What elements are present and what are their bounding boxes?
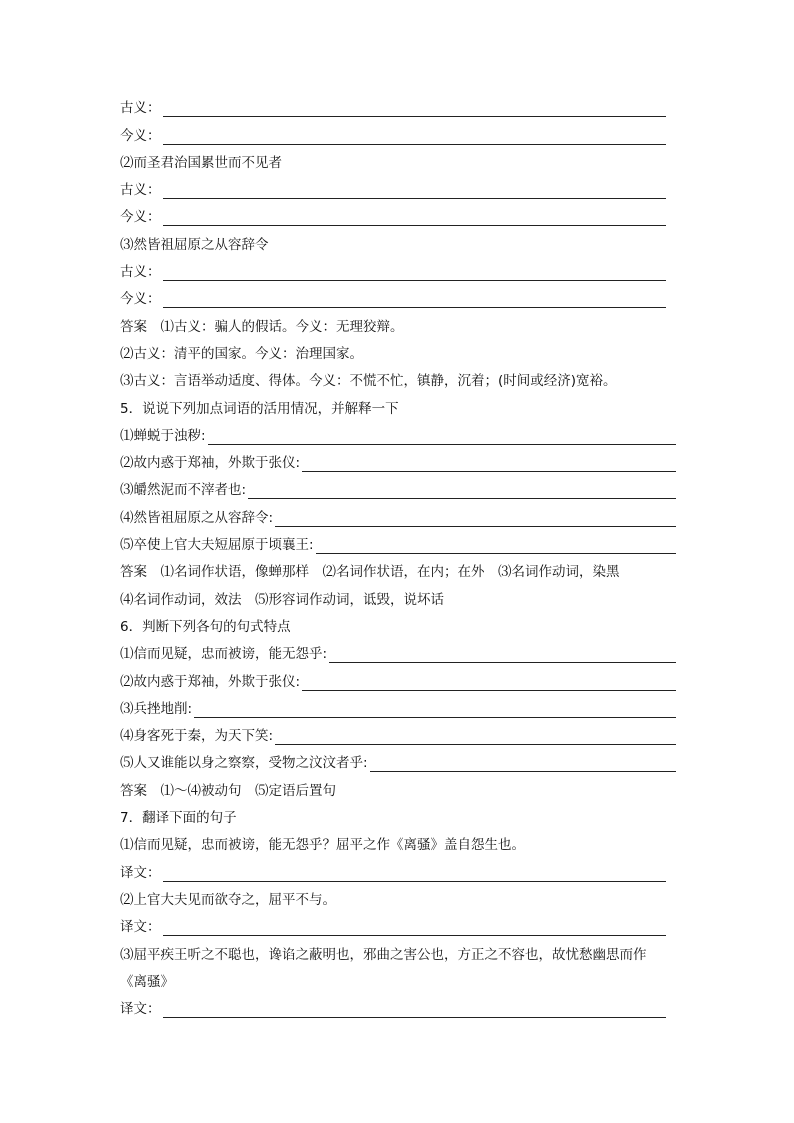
item-text: ⑴信而见疑，忠而被谤，能无怨乎: (120, 646, 328, 663)
answer-text: 答案 ⑴～⑷被动句 ⑸定语后置句 (120, 782, 336, 799)
sentence-text: 《离骚》 (120, 973, 174, 990)
translation-label: 译文： (120, 919, 161, 936)
modern-label: 今义： (120, 209, 161, 226)
ancient-label: 古义： (120, 264, 161, 281)
answer-blank[interactable] (370, 757, 676, 772)
q7-translation-3 (120, 993, 676, 1020)
answer-blank[interactable] (275, 730, 676, 745)
q7-sentence-3-line-2 (120, 966, 676, 993)
q6-title (120, 611, 676, 638)
q5-answer-1 (120, 556, 676, 583)
answer-blank[interactable] (302, 457, 676, 472)
q7-sentence-3-line-1 (120, 938, 676, 965)
item-text: ⑴蝉蜕于浊秽: (120, 427, 206, 444)
q6-item-3 (120, 693, 676, 720)
q7-sentence-2 (120, 884, 676, 911)
q5-item-2 (120, 447, 676, 474)
q5-item-3 (120, 474, 676, 501)
item-text: ⑵故内惑于郑袖，外欺于张仪: (120, 455, 301, 472)
sentence-text: ⑶然皆祖屈原之从容辞令 (120, 236, 269, 253)
q7-translation-2 (120, 911, 676, 938)
p1-ancient-row (120, 92, 676, 119)
answer-blank[interactable] (163, 1003, 667, 1018)
modern-label: 今义： (120, 291, 161, 308)
item-text: ⑶兵挫地削: (120, 700, 193, 717)
item-text: ⑷然皆祖屈原之从容辞令: (120, 509, 274, 526)
sentence-text: ⑶屈平疾王听之不聪也，谗谄之蔽明也，邪曲之害公也，方正之不容也，故忧愁幽思而作 (120, 946, 647, 963)
worksheet-page (120, 92, 676, 1020)
q5-item-1 (120, 420, 676, 447)
answer-blank[interactable] (316, 539, 676, 554)
answer-blank[interactable] (163, 921, 667, 936)
answer-blank[interactable] (194, 703, 676, 718)
sentence-text: ⑴信而见疑，忠而被谤，能无怨乎？屈平之作《离骚》盖自怨生也。 (120, 837, 525, 854)
q6-item-5 (120, 747, 676, 774)
q6-answer (120, 774, 676, 801)
q4-answer-2 (120, 338, 676, 365)
q4-answer-3 (120, 365, 676, 392)
q5-answer-2 (120, 583, 676, 610)
item-text: ⑶皭然泥而不滓者也: (120, 482, 247, 499)
q7-sentence-1 (120, 829, 676, 856)
answer-text: 答案 ⑴名词作状语，像蝉那样 ⑵名词作状语，在内；在外 ⑶名词作动词，染黑 (120, 564, 620, 581)
p3-modern-row (120, 283, 676, 310)
q6-item-4 (120, 720, 676, 747)
item-text: ⑸卒使上官大夫短屈原于顷襄王: (120, 537, 314, 554)
q4-answer-1 (120, 310, 676, 337)
item-text: ⑷身客死于秦，为天下笑: (120, 728, 274, 745)
answer-text: 答案 ⑴古义：骗人的假话。今义：无理狡辩。 (120, 318, 404, 335)
answer-text: ⑶古义：言语举动适度、得体。今义：不慌不忙，镇静，沉着；(时间或经济)宽裕。 (120, 373, 617, 390)
q7-title (120, 802, 676, 829)
p2-ancient-row (120, 174, 676, 201)
question-title: 5．说说下列加点词语的活用情况，并解释一下 (120, 400, 399, 417)
modern-label: 今义： (120, 127, 161, 144)
p3-ancient-row (120, 256, 676, 283)
answer-blank[interactable] (163, 293, 667, 308)
p3-sentence (120, 228, 676, 255)
q5-title (120, 392, 676, 419)
question-title: 6．判断下列各句的句式特点 (120, 618, 291, 635)
answer-blank[interactable] (163, 102, 667, 117)
answer-blank[interactable] (208, 430, 676, 445)
answer-blank[interactable] (163, 266, 667, 281)
item-text: ⑸人又谁能以身之察察，受物之汶汶者乎: (120, 755, 368, 772)
item-text: ⑵故内惑于郑袖，外欺于张仪: (120, 673, 301, 690)
answer-blank[interactable] (302, 676, 676, 691)
q5-item-5 (120, 529, 676, 556)
answer-text: ⑷名词作动词，效法 ⑸形容词作动词，诋毁，说坏话 (120, 591, 444, 608)
answer-blank[interactable] (163, 184, 667, 199)
sentence-text: ⑵而圣君治国累世而不见者 (120, 154, 282, 171)
q5-item-4 (120, 501, 676, 528)
p2-sentence (120, 147, 676, 174)
q6-item-1 (120, 638, 676, 665)
sentence-text: ⑵上官大夫见而欲夺之，屈平不与。 (120, 891, 336, 908)
p2-modern-row (120, 201, 676, 228)
answer-blank[interactable] (248, 484, 676, 499)
answer-blank[interactable] (329, 648, 676, 663)
q6-item-2 (120, 665, 676, 692)
answer-text: ⑵古义：清平的国家。今义：治理国家。 (120, 345, 363, 362)
q7-translation-1 (120, 856, 676, 883)
answer-blank[interactable] (163, 867, 667, 882)
answer-blank[interactable] (275, 512, 676, 527)
ancient-label: 古义： (120, 182, 161, 199)
translation-label: 译文： (120, 1001, 161, 1018)
answer-blank[interactable] (163, 211, 667, 226)
ancient-label: 古义： (120, 100, 161, 117)
p1-modern-row (120, 119, 676, 146)
answer-blank[interactable] (163, 130, 667, 145)
translation-label: 译文： (120, 864, 161, 881)
question-title: 7．翻译下面的句子 (120, 810, 237, 827)
